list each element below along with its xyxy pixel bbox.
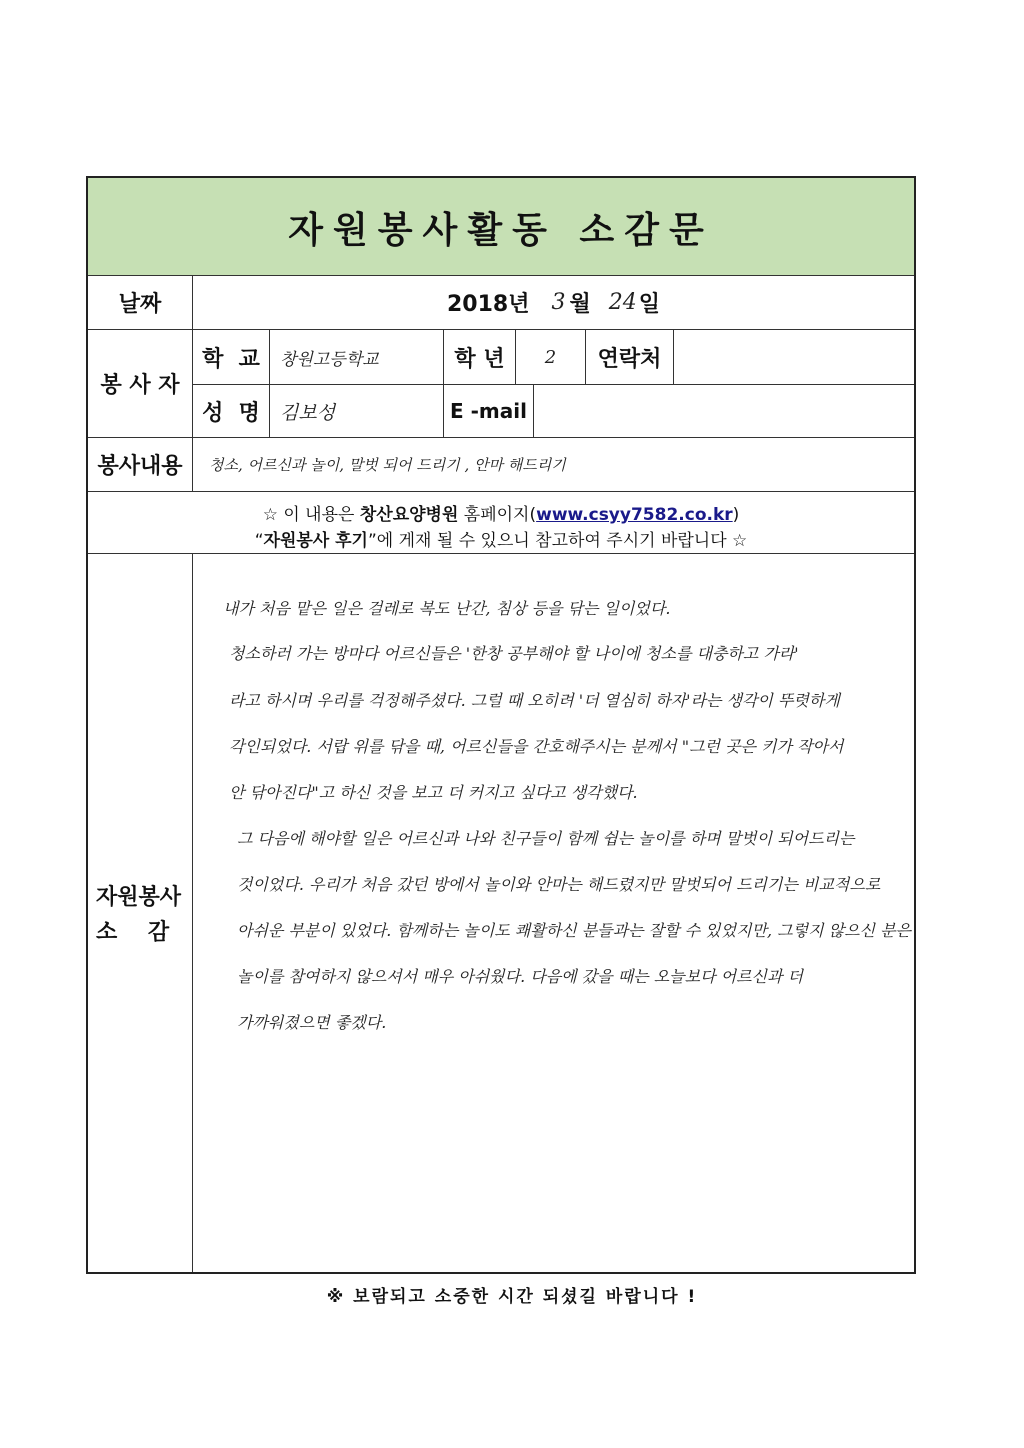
impression-label xyxy=(88,554,192,1272)
essay-line: 라고 하시며 우리를 걱정해주셨다. 그럴 때 오히려 '더 열심히 하자'라는 생각이 뚜렷하게 xyxy=(229,691,840,710)
notice-line-1-post: ) xyxy=(732,505,740,525)
date-month-unit: 월 xyxy=(569,292,591,317)
date-label: 날짜 xyxy=(118,292,162,317)
essay-line: 안 닦아진다"고 하신 것을 보고 더 커지고 싶다고 생각했다. xyxy=(229,783,638,802)
essay-line: 그 다음에 해야할 일은 어르신과 나와 친구들이 함께 쉽는 놀이를 하며 말벗이 되어드리는 xyxy=(237,829,855,848)
name-label: 성 명 xyxy=(202,400,260,426)
content-value: 청소, 어르신과 놀이, 말벗 되어 드리기 , 안마 해드리기 xyxy=(192,438,914,491)
volunteer-details xyxy=(192,330,914,437)
form-title: 자원봉사활동 소감문 xyxy=(288,210,714,251)
notice-line-1-mid: 홈페이지( xyxy=(458,505,537,525)
notice-hospital-name: 창산요양병원 xyxy=(359,505,459,525)
contact-label: 연락처 xyxy=(585,330,673,384)
date-year: 2018년 xyxy=(446,292,530,317)
volunteer-block xyxy=(88,330,914,438)
email-label: E -mail xyxy=(443,384,533,438)
volunteer-row-2 xyxy=(193,384,914,438)
content-label: 봉사내용 xyxy=(97,454,183,479)
school-label: 학 교 xyxy=(202,346,260,372)
essay-line: 놀이를 참여하지 않으셔서 매우 아쉬웠다. 다음에 갔을 때는 오늘보다 어르신과 더 xyxy=(237,967,803,986)
notice-line-2 xyxy=(88,526,914,551)
impression-essay xyxy=(192,554,914,1272)
essay-line: 내가 처음 맡은 일은 걸레로 복도 난간, 침상 등을 닦는 일이었다. xyxy=(223,599,671,618)
notice-line-2-pre: “ xyxy=(254,531,264,551)
grade-label: 학 년 xyxy=(443,330,515,384)
date-row xyxy=(88,276,914,330)
date-month: 3 xyxy=(551,290,566,315)
footer-message: ※ 보람되고 소중한 시간 되셨길 바랍니다 ! xyxy=(326,1287,698,1307)
impression-label-line-2: 소 감 xyxy=(96,920,170,945)
date-day: 24 xyxy=(608,290,637,315)
essay-line: 것이었다. 우리가 처음 갔던 방에서 놀이와 안마는 해드렸지만 말벗되어 드리기는 비교적으로 xyxy=(237,875,881,894)
notice-line-1-pre: ☆ 이 내용은 xyxy=(262,505,360,525)
grade-value: 2 xyxy=(515,330,585,384)
notice-line-1 xyxy=(88,500,914,525)
homepage-link[interactable]: www.csyy7582.co.kr xyxy=(536,505,733,525)
name-value: 김보성 xyxy=(269,384,443,438)
volunteer-row-1 xyxy=(193,330,914,385)
impression-row xyxy=(88,554,914,1272)
notice-row xyxy=(88,492,914,554)
school-value: 창원고등학교 xyxy=(269,330,443,384)
essay-line: 아쉬운 부분이 있었다. 함께하는 놀이도 쾌활하신 분들과는 잘할 수 있었지만, 그렇지 않으신 분은 xyxy=(237,921,911,940)
date-day-unit: 일 xyxy=(638,292,660,317)
volunteer-label: 봉 사 자 xyxy=(100,373,180,398)
contact-value xyxy=(673,330,914,384)
notice-line-2-post: ”에 게재 될 수 있으니 참고하여 주시기 바랍니다 ☆ xyxy=(367,531,748,551)
essay-line: 가까워졌으면 좋겠다. xyxy=(237,1013,387,1032)
essay-line: 청소하러 가는 방마다 어르신들은 '한창 공부해야 할 나이에 청소를 대충하고 가라' xyxy=(229,644,799,663)
email-value xyxy=(533,384,914,438)
volunteer-form xyxy=(86,176,916,1274)
content-row xyxy=(88,438,914,492)
title-row xyxy=(88,178,914,276)
notice-review-label: 자원봉사 후기 xyxy=(263,531,368,551)
essay-line: 각인되었다. 서랍 위를 닦을 때, 어르신들을 간호해주시는 분께서 "그런 곳은 키가 작아서 xyxy=(229,737,844,756)
date-value xyxy=(192,276,914,329)
impression-label-line-1: 자원봉사 xyxy=(96,885,182,910)
